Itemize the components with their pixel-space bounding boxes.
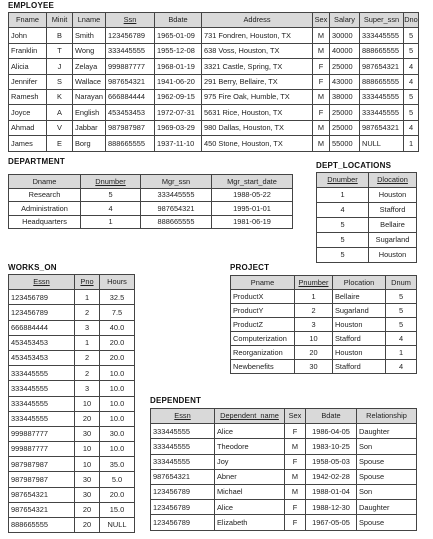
table-row <box>9 188 293 202</box>
table-cell: 888665555 <box>360 74 404 89</box>
table-cell: M <box>285 469 306 484</box>
table-row <box>317 218 417 233</box>
table-cell: 980 Dallas, Houston, TX <box>202 120 313 135</box>
table-cell: 20.0 <box>100 335 135 350</box>
table-cell: Joyce <box>9 105 47 120</box>
table-cell: 888665555 <box>360 43 404 58</box>
table-cell: 333445555 <box>9 366 75 381</box>
table-cell: Bellaire <box>369 218 417 233</box>
table-cell: ProductX <box>231 290 295 304</box>
table-cell: 55000 <box>330 136 360 151</box>
dept-locations-table <box>316 172 417 263</box>
table-row <box>9 381 135 396</box>
table-cell: Zelaya <box>73 59 106 74</box>
table-cell: 999887777 <box>106 59 155 74</box>
table-row <box>151 515 417 530</box>
dependent-header-bdate: Bdate <box>306 409 357 424</box>
table-cell: 20.0 <box>100 487 135 502</box>
table-cell: 987987987 <box>9 457 75 472</box>
table-cell: 987654321 <box>106 74 155 89</box>
table-row <box>151 469 417 484</box>
table-cell: 5 <box>404 28 419 43</box>
table-cell: 987654321 <box>9 502 75 517</box>
table-cell: F <box>313 74 330 89</box>
table-cell: Jabbar <box>73 120 106 135</box>
table-row <box>231 290 417 304</box>
table-cell: F <box>285 454 306 469</box>
table-cell: 20 <box>75 502 100 517</box>
table-cell: Abner <box>215 469 285 484</box>
table-cell: Reorganization <box>231 346 295 360</box>
table-cell: 20 <box>75 411 100 426</box>
table-row <box>9 335 135 350</box>
table-cell: Smith <box>73 28 106 43</box>
table-cell: 5 <box>81 188 141 202</box>
table-cell: Michael <box>215 484 285 499</box>
table-cell: 638 Voss, Houston, TX <box>202 43 313 58</box>
table-cell: 30 <box>75 487 100 502</box>
project-header-pnumber: Pnumber <box>295 276 333 290</box>
table-cell: 25000 <box>330 120 360 135</box>
table-cell: Alicia <box>9 59 47 74</box>
table-row <box>151 500 417 515</box>
table-row <box>151 424 417 439</box>
table-cell: M <box>313 28 330 43</box>
table-cell: 5 <box>386 318 417 332</box>
table-cell: 1968-01-19 <box>155 59 202 74</box>
table-cell: V <box>47 120 73 135</box>
table-cell: 731 Fondren, Houston, TX <box>202 28 313 43</box>
table-row <box>9 350 135 365</box>
table-cell: 888665555 <box>9 518 75 533</box>
table-row <box>9 105 419 120</box>
table-cell: 1962-09-15 <box>155 89 202 104</box>
table-cell: 888665555 <box>141 215 212 229</box>
table-cell: 333445555 <box>151 439 215 454</box>
table-cell: 32.5 <box>100 290 135 305</box>
table-cell: 1955-12-08 <box>155 43 202 58</box>
table-cell: 453453453 <box>106 105 155 120</box>
table-cell: 3 <box>295 318 333 332</box>
table-cell: Stafford <box>369 203 417 218</box>
dependent-header-dependent-name: Dependent_name <box>215 409 285 424</box>
table-cell: 1941-06-20 <box>155 74 202 89</box>
table-cell: 1 <box>81 215 141 229</box>
table-cell: Spouse <box>357 515 417 530</box>
table-cell: 333445555 <box>151 454 215 469</box>
table-cell: 25000 <box>330 105 360 120</box>
project-title: PROJECT <box>230 263 270 272</box>
table-cell: 1958-05-03 <box>306 454 357 469</box>
table-cell: 1972-07-31 <box>155 105 202 120</box>
table-cell: Headquarters <box>9 215 81 229</box>
table-cell: F <box>313 59 330 74</box>
table-cell: 1937-11-10 <box>155 136 202 151</box>
dept-locations-title: DEPT_LOCATIONS <box>316 161 392 170</box>
table-row <box>9 120 419 135</box>
table-cell: 25000 <box>330 59 360 74</box>
table-cell: 999887777 <box>9 442 75 457</box>
department-header-dnumber: Dnumber <box>81 175 141 189</box>
table-cell: 30.0 <box>100 426 135 441</box>
employee-header-fname: Fname <box>9 13 47 28</box>
table-cell: 1988-12-30 <box>306 500 357 515</box>
table-cell: M <box>313 136 330 151</box>
table-cell: 1967-05-05 <box>306 515 357 530</box>
table-cell: 30 <box>75 472 100 487</box>
table-cell: Houston <box>333 346 386 360</box>
table-row <box>9 411 135 426</box>
table-row <box>9 442 135 457</box>
table-cell: 333445555 <box>9 381 75 396</box>
table-cell: 10 <box>295 332 333 346</box>
dependent-title: DEPENDENT <box>150 396 202 405</box>
table-cell: Jennifer <box>9 74 47 89</box>
employee-header-dno: Dno <box>404 13 419 28</box>
table-cell: 987654321 <box>360 59 404 74</box>
table-cell: A <box>47 105 73 120</box>
table-cell: 5 <box>317 233 369 248</box>
table-cell: ProductZ <box>231 318 295 332</box>
table-cell: 333445555 <box>360 105 404 120</box>
table-cell: 3321 Castle, Spring, TX <box>202 59 313 74</box>
table-cell: 10 <box>75 396 100 411</box>
table-cell: 20 <box>75 518 100 533</box>
table-row <box>231 346 417 360</box>
table-cell: 4 <box>386 360 417 374</box>
table-cell: 2 <box>75 350 100 365</box>
table-cell: 1988-01-04 <box>306 484 357 499</box>
table-cell: 453453453 <box>9 335 75 350</box>
table-row <box>317 188 417 203</box>
table-cell: Stafford <box>333 360 386 374</box>
table-cell: Sugarland <box>369 233 417 248</box>
table-cell: 20 <box>295 346 333 360</box>
employee-header-address: Address <box>202 13 313 28</box>
table-row <box>9 215 293 229</box>
department-header-dname: Dname <box>9 175 81 189</box>
table-cell: F <box>285 500 306 515</box>
table-cell: Spouse <box>357 469 417 484</box>
table-cell: 333445555 <box>9 396 75 411</box>
table-row <box>9 472 135 487</box>
table-cell: 1969-03-29 <box>155 120 202 135</box>
table-cell: 40000 <box>330 43 360 58</box>
table-cell: 987654321 <box>141 202 212 216</box>
table-cell: Daughter <box>357 424 417 439</box>
table-cell: 2 <box>75 305 100 320</box>
table-cell: 333445555 <box>9 411 75 426</box>
table-row <box>9 290 135 305</box>
table-row <box>9 396 135 411</box>
works-on-header-hours: Hours <box>100 275 135 290</box>
table-cell: Computerization <box>231 332 295 346</box>
table-cell: 5.0 <box>100 472 135 487</box>
table-cell: 333445555 <box>360 89 404 104</box>
employee-header-minit: Minit <box>47 13 73 28</box>
dependent-header-relationship: Relationship <box>357 409 417 424</box>
dependent-header-sex: Sex <box>285 409 306 424</box>
table-cell: 35.0 <box>100 457 135 472</box>
table-cell: 1942-02-28 <box>306 469 357 484</box>
table-cell: 4 <box>404 74 419 89</box>
table-row <box>231 318 417 332</box>
table-cell: Houston <box>333 318 386 332</box>
table-cell: 2 <box>295 304 333 318</box>
table-cell: 5 <box>404 105 419 120</box>
dept-locations-header-dlocation: Dlocation <box>369 173 417 188</box>
table-cell: Alice <box>215 500 285 515</box>
table-cell: 123456789 <box>9 290 75 305</box>
table-row <box>9 502 135 517</box>
table-row <box>9 136 419 151</box>
table-cell: 987654321 <box>9 487 75 502</box>
works-on-header-essn: Essn <box>9 275 75 290</box>
table-cell: 987987987 <box>106 120 155 135</box>
table-cell: 333445555 <box>106 43 155 58</box>
table-cell: 38000 <box>330 89 360 104</box>
table-cell: Daughter <box>357 500 417 515</box>
table-row <box>9 426 135 441</box>
table-cell: Stafford <box>333 332 386 346</box>
table-cell: E <box>47 136 73 151</box>
table-cell: 1995-01-01 <box>212 202 293 216</box>
table-cell: 1983-10-25 <box>306 439 357 454</box>
table-cell: 7.5 <box>100 305 135 320</box>
table-cell: 1 <box>386 346 417 360</box>
table-cell: 888665555 <box>106 136 155 151</box>
table-cell: 30 <box>75 426 100 441</box>
table-cell: Alice <box>215 424 285 439</box>
employee-title: EMPLOYEE <box>8 1 55 10</box>
table-cell: 10.0 <box>100 442 135 457</box>
table-cell: 5 <box>317 218 369 233</box>
table-cell: 5 <box>386 304 417 318</box>
table-cell: 1988-05-22 <box>212 188 293 202</box>
works-on-table <box>8 274 135 533</box>
table-cell: John <box>9 28 47 43</box>
table-cell: M <box>285 484 306 499</box>
table-row <box>9 366 135 381</box>
table-cell: 333445555 <box>141 188 212 202</box>
table-cell: 4 <box>386 332 417 346</box>
table-cell: 453453453 <box>9 350 75 365</box>
table-cell: 10 <box>75 457 100 472</box>
table-cell: 123456789 <box>151 484 215 499</box>
table-cell: 666884444 <box>106 89 155 104</box>
table-cell: 3 <box>75 381 100 396</box>
table-cell: English <box>73 105 106 120</box>
table-row <box>317 233 417 248</box>
table-cell: 1 <box>75 290 100 305</box>
table-row <box>151 439 417 454</box>
table-cell: 5 <box>386 290 417 304</box>
table-cell: K <box>47 89 73 104</box>
table-cell: 10.0 <box>100 381 135 396</box>
table-cell: 1 <box>295 290 333 304</box>
employee-header-ssn: Ssn <box>106 13 155 28</box>
table-cell: Houston <box>369 188 417 203</box>
table-cell: 1965-01-09 <box>155 28 202 43</box>
table-cell: 1986-04-05 <box>306 424 357 439</box>
table-cell: S <box>47 74 73 89</box>
table-cell: 1 <box>75 335 100 350</box>
table-cell: Spouse <box>357 454 417 469</box>
table-cell: Wong <box>73 43 106 58</box>
table-row <box>9 320 135 335</box>
table-cell: Houston <box>369 248 417 263</box>
table-cell: M <box>313 89 330 104</box>
table-row <box>9 59 419 74</box>
table-cell: 2 <box>75 366 100 381</box>
table-cell: 291 Berry, Bellaire, TX <box>202 74 313 89</box>
table-cell: 10.0 <box>100 366 135 381</box>
table-cell: 15.0 <box>100 502 135 517</box>
table-cell: Borg <box>73 136 106 151</box>
table-cell: 43000 <box>330 74 360 89</box>
table-cell: Ramesh <box>9 89 47 104</box>
project-header-dnum: Dnum <box>386 276 417 290</box>
table-cell: 40.0 <box>100 320 135 335</box>
table-row <box>317 203 417 218</box>
table-cell: 5631 Rice, Houston, TX <box>202 105 313 120</box>
table-row <box>9 202 293 216</box>
table-cell: Ahmad <box>9 120 47 135</box>
table-cell: 975 Fire Oak, Humble, TX <box>202 89 313 104</box>
table-cell: 3 <box>75 320 100 335</box>
table-row <box>231 360 417 374</box>
table-cell: 999887777 <box>9 426 75 441</box>
table-cell: M <box>313 43 330 58</box>
dependent-header-essn: Essn <box>151 409 215 424</box>
works-on-header-pno: Pno <box>75 275 100 290</box>
table-row <box>231 332 417 346</box>
table-cell: NULL <box>360 136 404 151</box>
project-table <box>230 275 417 374</box>
department-title: DEPARTMENT <box>8 157 65 166</box>
table-row <box>231 304 417 318</box>
table-cell: Newbenefits <box>231 360 295 374</box>
table-cell: Son <box>357 484 417 499</box>
table-cell: 123456789 <box>151 500 215 515</box>
table-row <box>317 248 417 263</box>
table-cell: 450 Stone, Houston, TX <box>202 136 313 151</box>
table-cell: F <box>313 105 330 120</box>
table-cell: F <box>285 424 306 439</box>
table-cell: 123456789 <box>106 28 155 43</box>
table-row <box>9 74 419 89</box>
department-header-mgr-start-date: Mgr_start_date <box>212 175 293 189</box>
table-row <box>9 28 419 43</box>
department-header-mgr-ssn: Mgr_ssn <box>141 175 212 189</box>
table-cell: Son <box>357 439 417 454</box>
table-cell: Sugarland <box>333 304 386 318</box>
table-cell: 10 <box>75 442 100 457</box>
employee-header-bdate: Bdate <box>155 13 202 28</box>
table-cell: 30 <box>295 360 333 374</box>
table-cell: Elizabeth <box>215 515 285 530</box>
table-cell: 4 <box>404 120 419 135</box>
employee-header-lname: Lname <box>73 13 106 28</box>
table-cell: 987654321 <box>151 469 215 484</box>
table-cell: M <box>313 120 330 135</box>
table-cell: 1981-06-19 <box>212 215 293 229</box>
department-table <box>8 174 293 229</box>
table-cell: J <box>47 59 73 74</box>
table-row <box>9 457 135 472</box>
table-cell: 123456789 <box>151 515 215 530</box>
employee-header-salary: Salary <box>330 13 360 28</box>
project-header-plocation: Plocation <box>333 276 386 290</box>
table-row <box>151 454 417 469</box>
table-cell: 987987987 <box>9 472 75 487</box>
table-cell: ProductY <box>231 304 295 318</box>
works-on-title: WORKS_ON <box>8 263 57 272</box>
table-cell: James <box>9 136 47 151</box>
table-cell: M <box>285 439 306 454</box>
table-cell: F <box>285 515 306 530</box>
table-cell: 1 <box>404 136 419 151</box>
table-cell: Joy <box>215 454 285 469</box>
table-cell: 20.0 <box>100 350 135 365</box>
table-cell: 10.0 <box>100 411 135 426</box>
table-cell: Administration <box>9 202 81 216</box>
table-cell: NULL <box>100 518 135 533</box>
table-cell: Bellaire <box>333 290 386 304</box>
table-cell: 987654321 <box>360 120 404 135</box>
dependent-table <box>150 408 417 531</box>
table-cell: 5 <box>404 43 419 58</box>
table-row <box>9 43 419 58</box>
table-cell: 666884444 <box>9 320 75 335</box>
project-header-pname: Pname <box>231 276 295 290</box>
dept-locations-header-dnumber: Dnumber <box>317 173 369 188</box>
table-cell: Franklin <box>9 43 47 58</box>
table-cell: 30000 <box>330 28 360 43</box>
table-cell: 4 <box>404 59 419 74</box>
table-cell: T <box>47 43 73 58</box>
table-cell: 123456789 <box>9 305 75 320</box>
employee-header-sex: Sex <box>313 13 330 28</box>
table-cell: 5 <box>404 89 419 104</box>
employee-table <box>8 12 419 152</box>
table-row <box>9 305 135 320</box>
table-cell: 333445555 <box>360 28 404 43</box>
table-cell: Theodore <box>215 439 285 454</box>
table-cell: 333445555 <box>151 424 215 439</box>
table-cell: 10.0 <box>100 396 135 411</box>
table-cell: 4 <box>317 203 369 218</box>
table-row <box>9 89 419 104</box>
table-cell: Wallace <box>73 74 106 89</box>
employee-header-super-ssn: Super_ssn <box>360 13 404 28</box>
table-cell: 1 <box>317 188 369 203</box>
table-cell: B <box>47 28 73 43</box>
table-cell: 5 <box>317 248 369 263</box>
table-row <box>151 484 417 499</box>
table-row <box>9 518 135 533</box>
table-row <box>9 487 135 502</box>
table-cell: Research <box>9 188 81 202</box>
table-cell: Narayan <box>73 89 106 104</box>
table-cell: 4 <box>81 202 141 216</box>
